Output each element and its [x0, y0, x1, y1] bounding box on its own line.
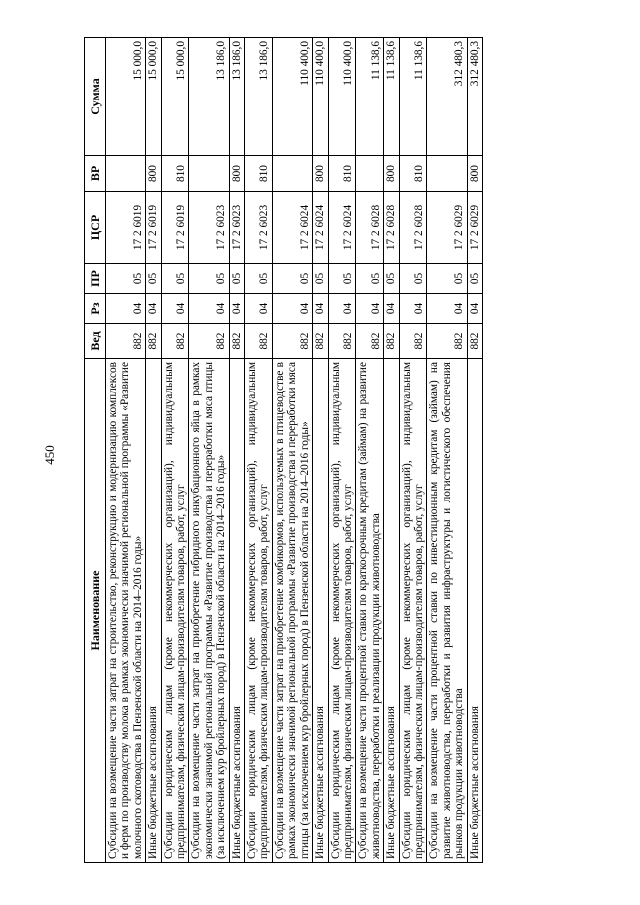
- table-row: [384, 38, 399, 863]
- cell-pr: 05: [146, 264, 161, 294]
- cell-ved: 882: [189, 324, 229, 359]
- table-row: [189, 38, 229, 863]
- cell-ved: 882: [106, 324, 146, 359]
- cell-sum: 110 400,0: [328, 38, 356, 156]
- cell-sum: 110 400,0: [272, 38, 312, 156]
- header-rz: Рз: [85, 294, 106, 324]
- cell-name: Субсидии юридическим лицам (кроме некоммерческих организаций), индивидуальным предпринимателям, физическим лицам-производителям товаров, работ, услуг: [328, 359, 356, 863]
- table-row: [313, 38, 328, 863]
- cell-sum: 13 186,0: [189, 38, 229, 156]
- cell-vr: [427, 156, 467, 192]
- cell-vr: [272, 156, 312, 192]
- cell-name: Иные бюджетные ассигнования: [146, 359, 161, 863]
- cell-ved: 882: [328, 324, 356, 359]
- cell-csr: 17 2 6019: [161, 192, 189, 264]
- cell-pr: 05: [467, 264, 482, 294]
- cell-pr: 05: [427, 264, 467, 294]
- cell-name: Субсидии на возмещение части процентной ставки по инвестиционным кредитам (займам) на развитие животноводства, переработки и развития инфраструктуры и логистического обеспечения рынков продукции животноводства: [427, 359, 467, 863]
- cell-vr: [356, 156, 384, 192]
- cell-ved: 882: [399, 324, 427, 359]
- cell-sum: 11 138,6: [384, 38, 399, 156]
- cell-vr: 800: [467, 156, 482, 192]
- table-header-row: [85, 38, 106, 863]
- cell-rz: 04: [467, 294, 482, 324]
- cell-name: Иные бюджетные ассигнования: [229, 359, 244, 863]
- cell-rz: 04: [399, 294, 427, 324]
- cell-csr: 17 2 6024: [272, 192, 312, 264]
- cell-sum: 312 480,3: [467, 38, 482, 156]
- cell-ved: 882: [146, 324, 161, 359]
- cell-sum: 11 138,6: [399, 38, 427, 156]
- cell-ved: 882: [313, 324, 328, 359]
- header-vr: ВР: [85, 156, 106, 192]
- cell-vr: [189, 156, 229, 192]
- cell-csr: 17 2 6029: [427, 192, 467, 264]
- cell-csr: 17 2 6028: [384, 192, 399, 264]
- cell-rz: 04: [356, 294, 384, 324]
- header-csr: ЦСР: [85, 192, 106, 264]
- cell-rz: 04: [427, 294, 467, 324]
- cell-name: Субсидии юридическим лицам (кроме некоммерческих организаций), индивидуальным предпринимателям, физическим лицам-производителям товаров, работ, услуг: [245, 359, 273, 863]
- table-row: [146, 38, 161, 863]
- cell-pr: 05: [328, 264, 356, 294]
- cell-csr: 17 2 6019: [106, 192, 146, 264]
- cell-rz: 04: [161, 294, 189, 324]
- cell-sum: 312 480,3: [427, 38, 467, 156]
- cell-name: Иные бюджетные ассигнования: [384, 359, 399, 863]
- cell-csr: 17 2 6024: [328, 192, 356, 264]
- table-row: [229, 38, 244, 863]
- cell-rz: 04: [328, 294, 356, 324]
- header-name: Наименование: [85, 359, 106, 863]
- header-pr: ПР: [85, 264, 106, 294]
- cell-pr: 05: [161, 264, 189, 294]
- cell-name: Субсидии юридическим лицам (кроме некоммерческих организаций), индивидуальным предпринимателям, физическим лицам-производителям товаров, работ, услуг: [399, 359, 427, 863]
- cell-sum: 13 186,0: [229, 38, 244, 156]
- table-row: [161, 38, 189, 863]
- cell-rz: 04: [245, 294, 273, 324]
- cell-csr: 17 2 6028: [356, 192, 384, 264]
- cell-vr: 800: [384, 156, 399, 192]
- cell-sum: 15 000,0: [106, 38, 146, 156]
- cell-ved: 882: [161, 324, 189, 359]
- cell-pr: 05: [245, 264, 273, 294]
- cell-pr: 05: [313, 264, 328, 294]
- cell-vr: 810: [161, 156, 189, 192]
- cell-csr: 17 2 6028: [399, 192, 427, 264]
- cell-ved: 882: [229, 324, 244, 359]
- cell-sum: 15 000,0: [161, 38, 189, 156]
- header-ved: Вед: [85, 324, 106, 359]
- cell-csr: 17 2 6029: [467, 192, 482, 264]
- cell-ved: 882: [384, 324, 399, 359]
- table-row: [245, 38, 273, 863]
- cell-vr: 810: [399, 156, 427, 192]
- cell-rz: 04: [106, 294, 146, 324]
- cell-vr: 810: [328, 156, 356, 192]
- cell-csr: 17 2 6019: [146, 192, 161, 264]
- cell-rz: 04: [229, 294, 244, 324]
- cell-vr: 800: [146, 156, 161, 192]
- budget-table-sheet: [84, 38, 573, 863]
- table-row: [106, 38, 146, 863]
- table-row: [356, 38, 384, 863]
- cell-vr: 810: [245, 156, 273, 192]
- cell-name: Иные бюджетные ассигнования: [467, 359, 482, 863]
- cell-name: Субсидии на возмещение части процентной ставки по краткосрочным кредитам (займам) на развитие животноводства, переработки и реализации продукции животноводства: [356, 359, 384, 863]
- cell-name: Субсидии юридическим лицам (кроме некоммерческих организаций), индивидуальным предпринимателям, физическим лицам-производителям товаров, работ, услуг: [161, 359, 189, 863]
- cell-name: Субсидии на возмещение части затрат на приобретение гибридного инкубационного яйца в рамках экономически значимой региональной программы «Развитие производства и переработки мяса птицы (за исключением кур бройлерных пород) в Пензенской области на 2014–2016 годы»: [189, 359, 229, 863]
- cell-sum: 11 138,6: [356, 38, 384, 156]
- cell-vr: 800: [313, 156, 328, 192]
- table-row: [328, 38, 356, 863]
- table-row: [399, 38, 427, 863]
- cell-vr: [106, 156, 146, 192]
- table-row: [427, 38, 467, 863]
- page-number-text: 450: [42, 445, 57, 465]
- cell-ved: 882: [356, 324, 384, 359]
- cell-rz: 04: [313, 294, 328, 324]
- cell-pr: 05: [384, 264, 399, 294]
- cell-rz: 04: [272, 294, 312, 324]
- cell-csr: 17 2 6023: [245, 192, 273, 264]
- table-row: [272, 38, 312, 863]
- table-row: [467, 38, 482, 863]
- budget-table: [84, 37, 483, 863]
- cell-pr: 05: [229, 264, 244, 294]
- cell-pr: 05: [189, 264, 229, 294]
- cell-sum: 15 000,0: [146, 38, 161, 156]
- cell-csr: 17 2 6023: [189, 192, 229, 264]
- cell-sum: 110 400,0: [313, 38, 328, 156]
- cell-ved: 882: [427, 324, 467, 359]
- cell-pr: 05: [356, 264, 384, 294]
- cell-sum: 13 186,0: [245, 38, 273, 156]
- cell-name: Иные бюджетные ассигнования: [313, 359, 328, 863]
- cell-csr: 17 2 6023: [229, 192, 244, 264]
- cell-rz: 04: [384, 294, 399, 324]
- page-number: [35, 440, 65, 470]
- cell-ved: 882: [467, 324, 482, 359]
- cell-pr: 05: [399, 264, 427, 294]
- cell-csr: 17 2 6024: [313, 192, 328, 264]
- cell-ved: 882: [245, 324, 273, 359]
- cell-name: Субсидии на возмещение части затрат на приобретение комбикормов, используемых в птицеводстве в рамках экономически значимой региональной программы «Развитие производства и переработки мяса птицы (за исключением кур бройлерных пород) в Пензенской области на 2014–2016 годы»: [272, 359, 312, 863]
- cell-pr: 05: [106, 264, 146, 294]
- cell-rz: 04: [146, 294, 161, 324]
- cell-vr: 800: [229, 156, 244, 192]
- cell-name: Субсидии на возмещение части затрат на строительство, реконструкцию и модернизацию комплексов и ферм по производству молока в рамках экономически значимой региональной программы «Развитие молочного скотоводства в Пензенской области на 2014–2016 годы»: [106, 359, 146, 863]
- cell-rz: 04: [189, 294, 229, 324]
- cell-ved: 882: [272, 324, 312, 359]
- cell-pr: 05: [272, 264, 312, 294]
- header-sum: Сумма: [85, 38, 106, 156]
